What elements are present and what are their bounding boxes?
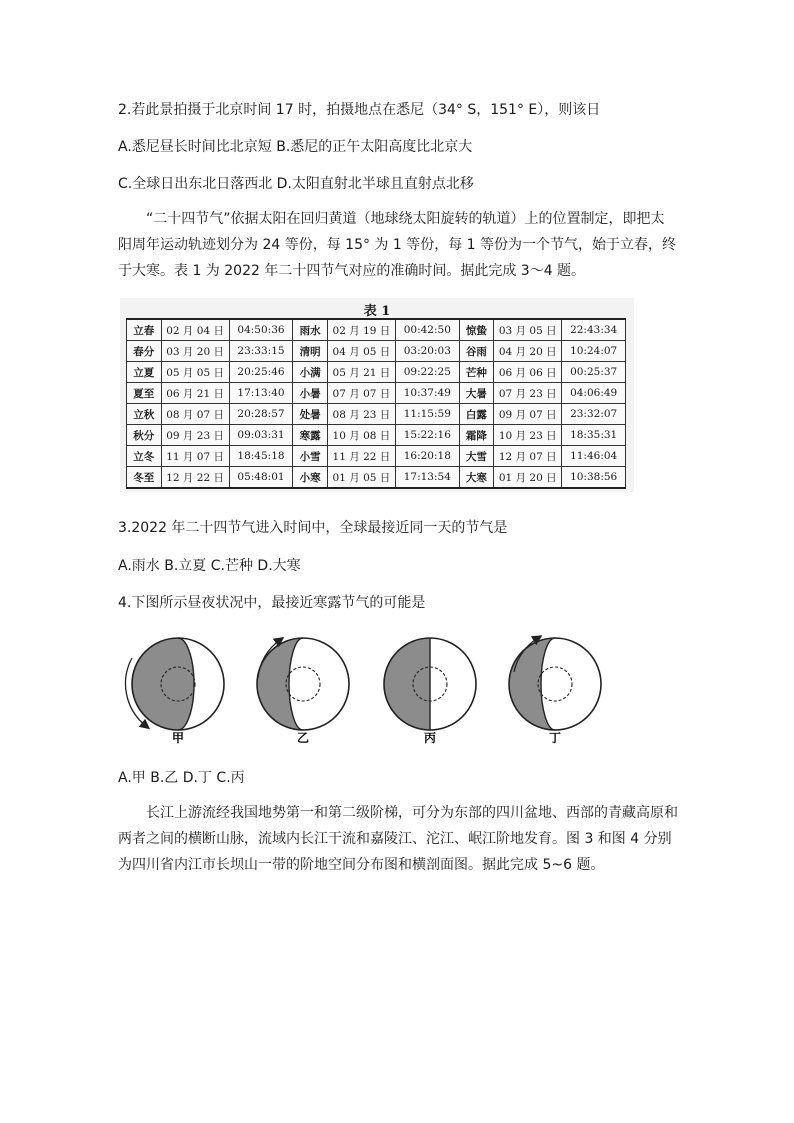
term-time-cell: 10:38:56	[562, 467, 626, 489]
term-name-cell: 春分	[127, 341, 162, 362]
term-date-cell: 12 月 07 日	[494, 446, 562, 467]
intro-yangtze: 长江上游流经我国地势第一和第二级阶梯，可分为东部的四川盆地、西部的青藏高原和两者之间的横断山脉，流域内长江干流和嘉陵江、沱江、岷江阶地发育。图 3 和图 4 分别为四川省内江市长坝山一带的阶地空间分布图和横剖面图。据此完成 5~6 题。	[118, 805, 678, 873]
term-date-cell: 06 月 06 日	[494, 362, 562, 383]
solar-terms-table-panel	[120, 298, 634, 492]
term-time-cell: 05:48:01	[229, 467, 293, 489]
term-name-cell: 谷雨	[459, 341, 494, 362]
term-name-cell: 芒种	[459, 362, 494, 383]
figure-label-yi: 乙	[296, 731, 310, 745]
term-date-cell: 02 月 04 日	[161, 319, 229, 341]
term-date-cell: 06 月 21 日	[161, 383, 229, 404]
term-date-cell: 08 月 23 日	[327, 404, 395, 425]
term-date-cell: 01 月 20 日	[494, 467, 562, 489]
term-name-cell: 秋分	[127, 425, 162, 446]
term-name-cell: 大寒	[459, 467, 494, 489]
table-row	[127, 383, 626, 404]
day-night-figure	[118, 628, 618, 746]
term-name-cell: 大雪	[459, 446, 494, 467]
term-date-cell: 04 月 20 日	[494, 341, 562, 362]
term-time-cell: 09:03:31	[229, 425, 293, 446]
term-name-cell: 惊蛰	[459, 319, 494, 341]
figure-label-ding: 丁	[548, 731, 562, 745]
q2-options-ab: A.悉尼昼长时间比北京短 B.悉尼的正午太阳高度比北京大	[118, 139, 473, 155]
diagram-bing	[384, 638, 476, 745]
term-time-cell: 11:15:59	[396, 404, 460, 425]
day-night-diagrams	[118, 628, 618, 746]
term-time-cell: 22:43:34	[562, 319, 626, 341]
term-name-cell: 立春	[127, 319, 162, 341]
term-time-cell: 00:25:37	[562, 362, 626, 383]
q4-options: A.甲 B.乙 D.丁 C.丙	[118, 770, 245, 786]
term-time-cell: 11:46:04	[562, 446, 626, 467]
term-name-cell: 霜降	[459, 425, 494, 446]
term-name-cell: 冬至	[127, 467, 162, 489]
term-time-cell: 18:45:18	[229, 446, 293, 467]
q3-stem: 3.2022 年二十四节气进入时间中，全球最接近同一天的节气是	[118, 520, 508, 536]
term-name-cell: 寒露	[293, 425, 328, 446]
table-row	[127, 404, 626, 425]
term-date-cell: 05 月 05 日	[161, 362, 229, 383]
term-time-cell: 17:13:40	[229, 383, 293, 404]
term-name-cell: 小寒	[293, 467, 328, 489]
solar-terms-table	[126, 318, 626, 489]
q4-stem: 4.下图所示昼夜状况中，最接近寒露节气的可能是	[118, 595, 426, 611]
term-name-cell: 处暑	[293, 404, 328, 425]
term-name-cell: 立冬	[127, 446, 162, 467]
term-date-cell: 05 月 21 日	[327, 362, 395, 383]
term-date-cell: 04 月 05 日	[327, 341, 395, 362]
table-row	[127, 362, 626, 383]
table-row	[127, 319, 626, 341]
diagram-jia	[126, 638, 224, 745]
term-date-cell: 07 月 23 日	[494, 383, 562, 404]
table-row	[127, 446, 626, 467]
term-name-cell: 小雪	[293, 446, 328, 467]
term-name-cell: 白露	[459, 404, 494, 425]
term-date-cell: 10 月 08 日	[327, 425, 395, 446]
figure-label-bing: 丙	[423, 731, 437, 745]
term-time-cell: 16:20:18	[396, 446, 460, 467]
q3-options: A.雨水 B.立夏 C.芒种 D.大寒	[118, 558, 301, 574]
intro-solar-terms: “二十四节气”依据太阳在回归黄道（地球绕太阳旋转的轨道）上的位置制定，即把太阳周年运动轨迹划分为 24 等份，每 15° 为 1 等份，每 1 等份为一个节气，始于立春，终于大寒。表 1 为 2022 年二十四节气对应的准确时间。据此完成 3～4 题。	[118, 211, 677, 279]
term-date-cell: 12 月 22 日	[161, 467, 229, 489]
term-name-cell: 立秋	[127, 404, 162, 425]
term-date-cell: 10 月 23 日	[494, 425, 562, 446]
term-date-cell: 07 月 07 日	[327, 383, 395, 404]
diagram-yi	[257, 638, 349, 745]
term-name-cell: 立夏	[127, 362, 162, 383]
term-time-cell: 23:33:15	[229, 341, 293, 362]
term-time-cell: 23:32:07	[562, 404, 626, 425]
term-time-cell: 03:20:03	[396, 341, 460, 362]
term-date-cell: 03 月 05 日	[494, 319, 562, 341]
term-date-cell: 08 月 07 日	[161, 404, 229, 425]
q2-stem: 2.若此景拍摄于北京时间 17 时，拍摄地点在悉尼（34° S，151° E），则该日	[118, 102, 601, 118]
term-time-cell: 04:06:49	[562, 383, 626, 404]
term-date-cell: 11 月 22 日	[327, 446, 395, 467]
term-name-cell: 清明	[293, 341, 328, 362]
q2-options-cd: C.全球日出东北日落西北 D.太阳直射北半球且直射点北移	[118, 176, 474, 192]
term-time-cell: 18:35:31	[562, 425, 626, 446]
term-time-cell: 10:37:49	[396, 383, 460, 404]
term-time-cell: 00:42:50	[396, 319, 460, 341]
term-date-cell: 01 月 05 日	[327, 467, 395, 489]
term-date-cell: 11 月 07 日	[161, 446, 229, 467]
term-name-cell: 夏至	[127, 383, 162, 404]
term-time-cell: 17:13:54	[396, 467, 460, 489]
table-title: 表 1	[363, 304, 391, 319]
term-time-cell: 09:22:25	[396, 362, 460, 383]
table-row	[127, 467, 626, 489]
term-name-cell: 小暑	[293, 383, 328, 404]
term-name-cell: 雨水	[293, 319, 328, 341]
diagram-ding	[509, 638, 601, 745]
term-time-cell: 20:28:57	[229, 404, 293, 425]
term-date-cell: 02 月 19 日	[327, 319, 395, 341]
term-date-cell: 09 月 07 日	[494, 404, 562, 425]
table-row	[127, 341, 626, 362]
table-row	[127, 425, 626, 446]
term-name-cell: 小满	[293, 362, 328, 383]
term-time-cell: 10:24:07	[562, 341, 626, 362]
figure-label-jia: 甲	[171, 731, 185, 745]
term-time-cell: 15:22:16	[396, 425, 460, 446]
term-time-cell: 20:25:46	[229, 362, 293, 383]
term-date-cell: 03 月 20 日	[161, 341, 229, 362]
term-date-cell: 09 月 23 日	[161, 425, 229, 446]
term-name-cell: 大暑	[459, 383, 494, 404]
term-time-cell: 04:50:36	[229, 319, 293, 341]
